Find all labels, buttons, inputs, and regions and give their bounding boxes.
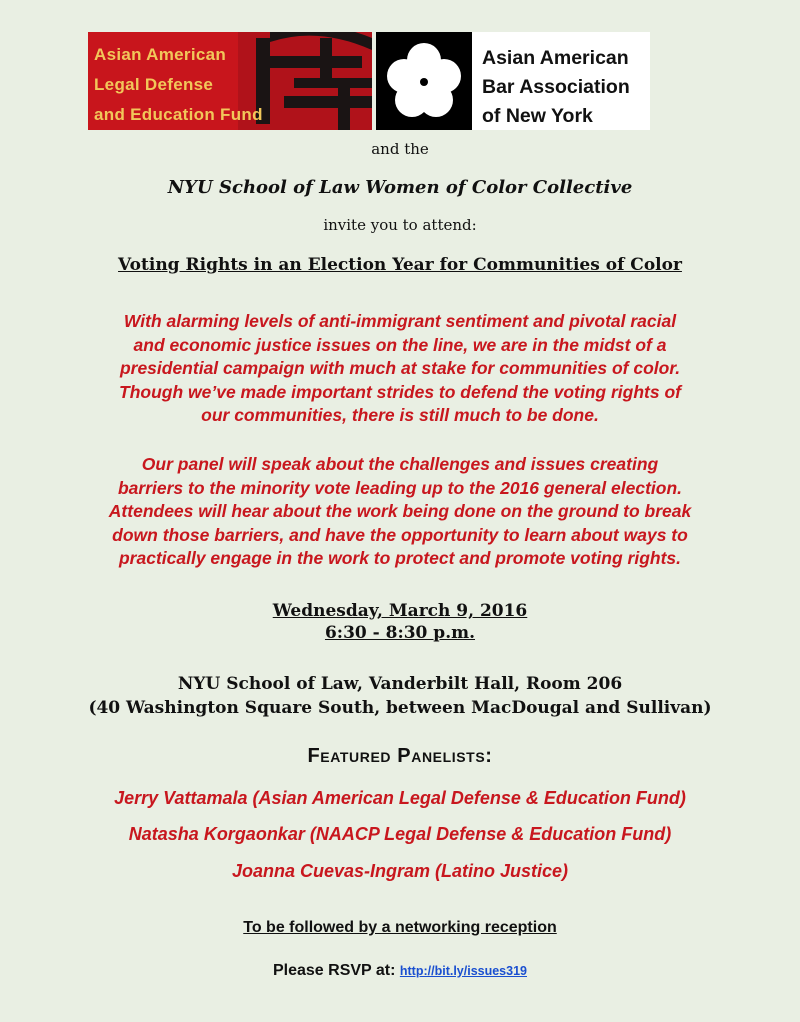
- paragraph-1-line: our communities, there is still much to be done.: [201, 405, 599, 425]
- panelist: Natasha Korgaonkar (NAACP Legal Defense & Education Fund): [128, 824, 672, 844]
- rsvp-link[interactable]: http://bit.ly/issues319: [399, 964, 527, 978]
- paragraph-2-line: practically engage in the work to protect and promote voting rights.: [118, 548, 682, 568]
- event-title: Voting Rights in an Election Year for Communities of Color: [118, 255, 682, 275]
- aabany-logo-line-1: Asian American: [482, 47, 629, 69]
- aaldef-logo-line-3: and Education Fund: [94, 105, 263, 124]
- panelist: Joanna Cuevas-Ingram (Latino Justice): [231, 861, 569, 881]
- invite-text: invite you to attend:: [323, 216, 477, 234]
- panelists-heading: Featured Panelists:: [307, 745, 493, 767]
- paragraph-2-line: down those barriers, and have the opportunity to learn about ways to: [112, 524, 688, 545]
- aabany-flower-logo: [376, 32, 472, 130]
- event-time: 6:30 - 8:30 p.m.: [324, 623, 476, 643]
- paragraph-2-line: barriers to the minority vote leading up to the 2016 general election.: [117, 477, 683, 498]
- reception-note: To be followed by a networking reception: [243, 919, 557, 936]
- venue-name: NYU School of Law, Vanderbilt Hall, Room 206: [177, 674, 623, 694]
- event-date: Wednesday, March 9, 2016: [272, 601, 528, 621]
- flower-icon: [376, 32, 472, 130]
- paragraph-1-line: and economic justice issues on the line, we are in the midst of a: [133, 334, 667, 355]
- rsvp-line: [0, 962, 800, 980]
- paragraph-1-line: Though we’ve made important strides to defend the voting rights of: [119, 381, 681, 402]
- and-the-text: and the: [371, 140, 429, 158]
- paragraph-2-line: Attendees will hear about the work being done on the ground to break: [108, 501, 692, 521]
- venue-address: (40 Washington Square South, between MacDougal and Sullivan): [88, 698, 712, 718]
- aaldef-logo: [88, 32, 372, 130]
- rsvp-label: Please RSVP at:: [272, 962, 396, 979]
- aabany-logo-line-2: Bar Association: [482, 76, 630, 98]
- paragraph-2-line: Our panel will speak about the challenges and issues creating: [141, 454, 659, 474]
- description-paragraph-1: [0, 310, 800, 428]
- panelist: Jerry Vattamala (Asian American Legal Defense & Education Fund): [114, 788, 686, 808]
- organization-name: NYU School of Law Women of Color Collective: [167, 177, 633, 198]
- paragraph-1-line: With alarming levels of anti-immigrant sentiment and pivotal racial: [123, 311, 677, 331]
- description-paragraph-2: [0, 453, 800, 571]
- event-venue: [0, 672, 800, 720]
- aabany-logo-text: [472, 32, 650, 130]
- paragraph-1-line: presidential campaign with much at stake for communities of color.: [119, 358, 681, 378]
- aaldef-logo-line-1: Asian American: [94, 45, 227, 64]
- aaldef-logo-line-2: Legal Defense: [94, 75, 214, 94]
- event-datetime: [0, 600, 800, 644]
- aabany-logo-line-3: of New York: [482, 105, 593, 127]
